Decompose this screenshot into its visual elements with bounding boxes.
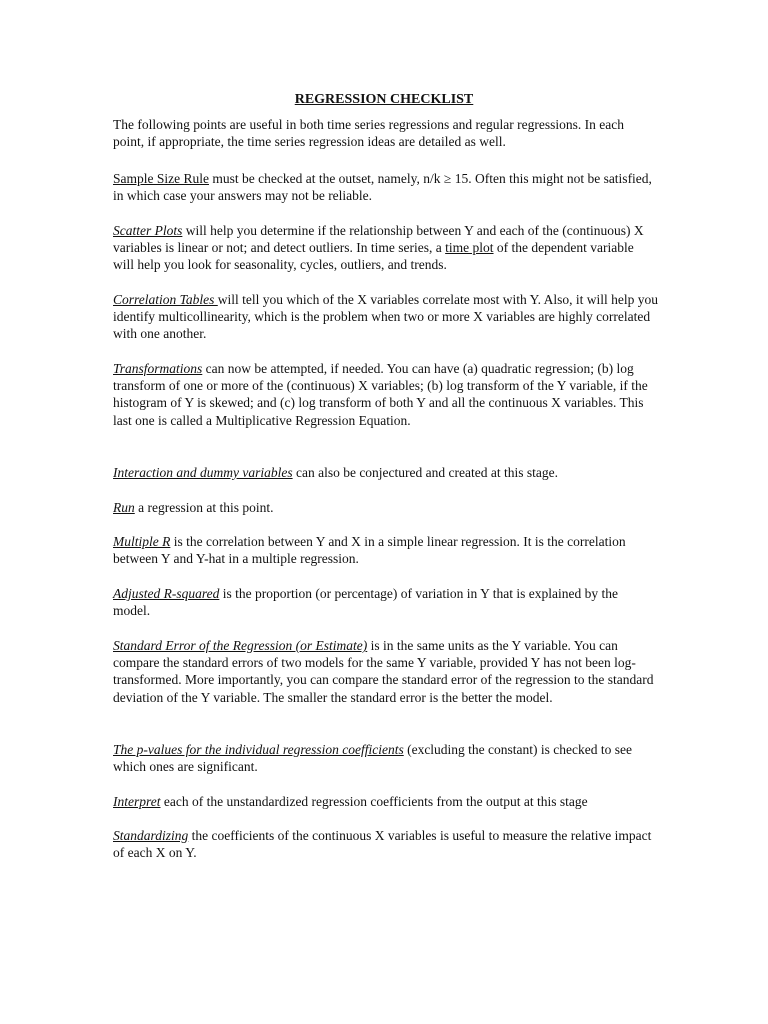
intro-text: The following points are useful in both time series regressions and regular regressions. In each point, if appropriate, the time series regression ideas are detailed as well.	[113, 117, 624, 150]
scatter-plots-text: will help you determine if the relationship between Y and each of the (continuous) X variables is linear or not; and detect outliers. In time series, a	[113, 223, 644, 256]
standardizing-text: the coefficients of the continuous X variables is useful to measure the relative impact of each X on Y.	[113, 828, 652, 861]
standardizing-paragraph	[113, 827, 658, 861]
run-paragraph	[113, 499, 658, 516]
transformations-paragraph	[113, 360, 658, 429]
adjusted-r-squared-paragraph	[113, 585, 658, 619]
time-plot-term: time plot	[445, 240, 494, 256]
run-text: a regression at this point.	[134, 500, 274, 515]
scatter-plots-term: Scatter Plots	[113, 223, 183, 238]
scatter-plots-text-2: of the dependent variable will help you look for seasonality, cycles, outliers, and trends.	[113, 240, 634, 273]
adjusted-r-squared-text: is the proportion (or percentage) of variation in Y that is explained by the model.	[113, 586, 618, 619]
interpret-text: each of the unstandardized regression coefficients from the output at this stage	[160, 794, 588, 809]
multiple-r-text: is the correlation between Y and X in a simple linear regression. It is the correlation between Y and Y-hat in a multiple regression.	[113, 534, 626, 567]
correlation-tables-paragraph	[113, 291, 658, 343]
standardizing-term: Standardizing	[113, 828, 189, 843]
sample-size-text: must be checked at the outset, namely, n/k ≥ 15. Often this might not be satisfied, in which case your answers may not be reliable.	[113, 171, 652, 204]
correlation-tables-term: Correlation Tables	[113, 292, 218, 307]
standard-error-text: is in the same units as the Y variable. You can compare the standard errors of two models for the same Y variable, provided Y has not been log-transformed. More importantly, you can compare the standard error of the regression to the standard deviation of the Y variable. The smaller the standard error is the better the model.	[113, 638, 654, 705]
interaction-term: Interaction and dummy variables	[113, 465, 293, 480]
correlation-tables-text: will tell you which of the X variables correlate most with Y. Also, it will help you identify multicollinearity, which is the problem when two or more X variables are highly correlated with one another.	[113, 292, 658, 342]
multiple-r-term: Multiple R	[113, 534, 171, 549]
scatter-plots-paragraph	[113, 222, 658, 274]
intro-paragraph	[113, 116, 658, 150]
page-title: REGRESSION CHECKLIST	[294, 92, 474, 107]
interaction-paragraph	[113, 464, 658, 481]
standard-error-paragraph	[113, 637, 658, 706]
interpret-paragraph	[113, 793, 658, 810]
transformations-term: Transformations	[113, 361, 203, 376]
interaction-text: can also be conjectured and created at this stage.	[292, 465, 558, 480]
multiple-r-paragraph	[113, 533, 658, 567]
interpret-term: Interpret	[113, 794, 161, 809]
transformations-text: can now be attempted, if needed. You can have (a) quadratic regression; (b) log transform of one or more of the (continuous) X variables; (b) log transform of the Y variable, if the histogram of Y is skewed; and (c) log transform of both Y and all the continuous X variables. This last one is called a Multiplicative Regression Equation.	[113, 361, 648, 428]
sample-size-paragraph	[113, 170, 658, 204]
p-values-text: (excluding the constant) is checked to see which ones are significant.	[113, 742, 632, 775]
p-values-paragraph	[113, 741, 658, 775]
sample-size-term: Sample Size Rule	[113, 171, 209, 186]
standard-error-term: Standard Error of the Regression (or Estimate)	[113, 638, 368, 653]
adjusted-r-squared-term: Adjusted R-squared	[113, 586, 220, 601]
run-term: Run	[113, 500, 135, 515]
p-values-term: The p-values for the individual regression coefficients	[113, 742, 404, 757]
